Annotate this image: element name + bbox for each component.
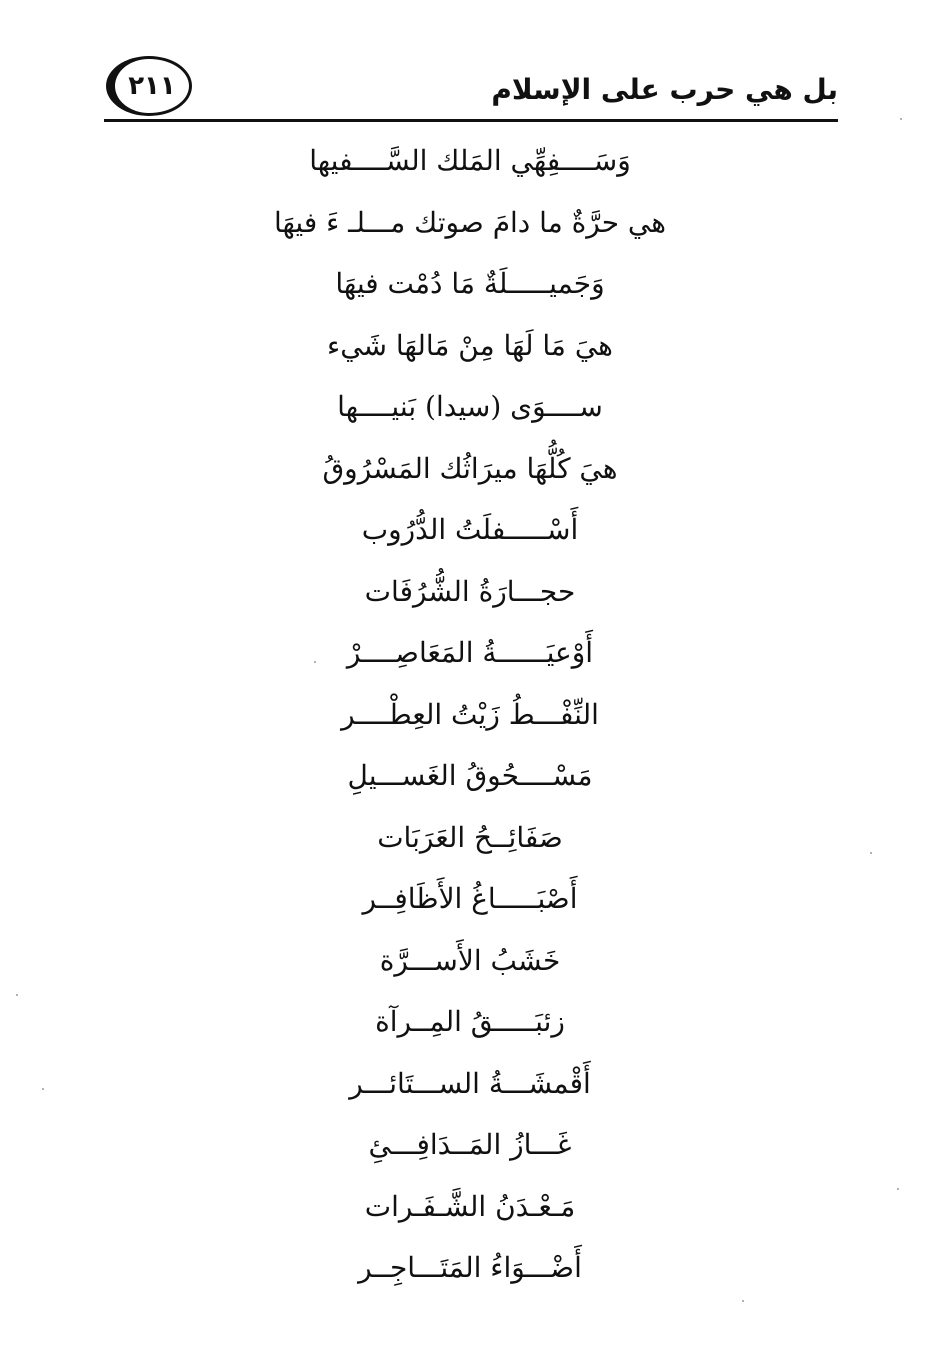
poem-verse: أَقْمشَـــةُ الســـتَائـــر bbox=[349, 1066, 591, 1100]
running-title: بل هي حرب على الإسلام bbox=[491, 73, 838, 106]
poem-verse: خَشَبُ الأَســـرَّة bbox=[379, 943, 561, 977]
poem-verse: حجـــارَةُ الشُّرُفَات bbox=[364, 574, 576, 608]
scan-speck bbox=[314, 661, 316, 663]
page-number: ٢١١ bbox=[128, 71, 176, 101]
scan-speck bbox=[870, 852, 872, 854]
poem-verse: مَسْــــحُوقُ الغَســـيلِ bbox=[347, 759, 593, 792]
poem bbox=[240, 130, 700, 1299]
poem-verse: أَوْعيَــــــةُ المَعَاصِــــرْ bbox=[346, 636, 594, 669]
poem-verse: غَـــازُ المَــدَافِـــئِ bbox=[368, 1128, 572, 1161]
scan-speck bbox=[42, 1088, 44, 1090]
page-number-badge bbox=[106, 56, 192, 116]
scan-speck bbox=[897, 1188, 899, 1190]
poem-verse: وَجَميـــــلَةٌ مَا دُمْت فيهَا bbox=[335, 267, 605, 300]
poem-verse: أَصْبَـــــاغُ الأَظَافِــر bbox=[362, 882, 578, 915]
scan-speck bbox=[742, 1300, 744, 1302]
scan-speck bbox=[900, 118, 902, 120]
poem-verse: النِّفْـــطُ زَيْتُ العِطْــــر bbox=[341, 697, 599, 731]
poem-verse: وَسَــــفِهِّي المَلك السَّــــفيها bbox=[309, 144, 631, 177]
poem-verse: أَضْـــوَاءُ المَتَـــاجِــر bbox=[358, 1251, 582, 1284]
header-divider bbox=[104, 119, 838, 122]
poem-verse: ســــوَى (سيدا) بَنيــــها bbox=[337, 390, 603, 423]
poem-verse: أَسْـــــفلَتُ الدُّرُوب bbox=[361, 513, 579, 546]
poem-verse: هيَ كُلُّهَا ميرَاثُك المَسْرُوقُ bbox=[322, 451, 618, 485]
scan-speck bbox=[16, 994, 18, 996]
poem-verse: هيَ مَا لَهَا مِنْ مَالهَا شَيء bbox=[327, 328, 613, 362]
poem-verse: مَـعْـدَنُ الشَّـفَـرات bbox=[364, 1189, 576, 1223]
poem-verse: صَفَائِــحُ العَرَبَات bbox=[377, 820, 563, 854]
page-header bbox=[104, 52, 838, 122]
poem-verse: زئبَـــــقُ المِــرآة bbox=[375, 1005, 565, 1038]
poem-verse: هي حرَّةٌ ما دامَ صوتك مـــلـ ءَ فيهَا bbox=[273, 205, 667, 239]
